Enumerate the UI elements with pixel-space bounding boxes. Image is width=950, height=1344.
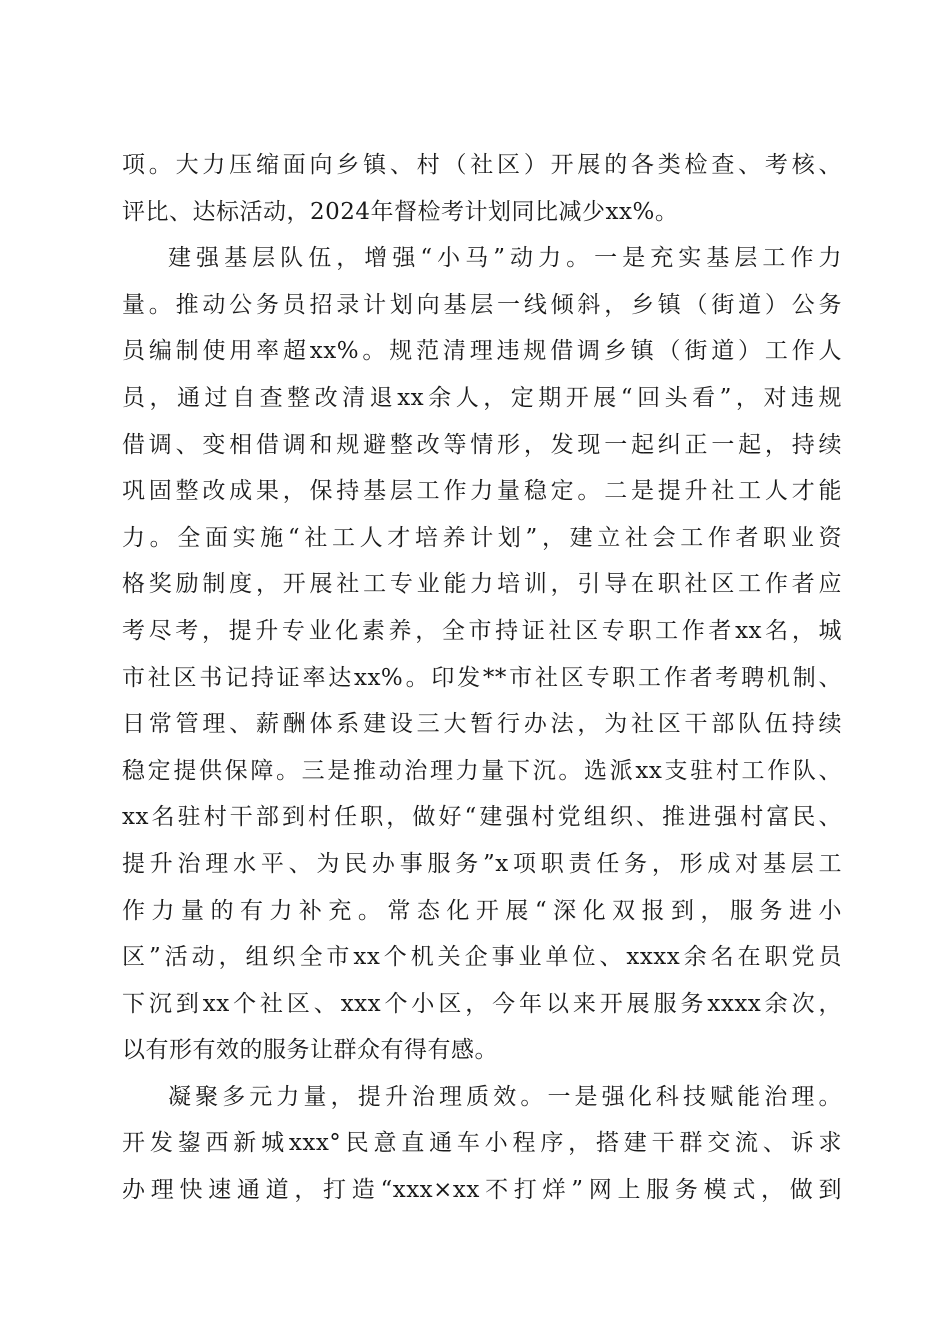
text-line: 员编制使用率超xx%。规范清理违规借调乡镇（街道）工作人 xyxy=(122,338,842,365)
text-line: 借调、变相借调和规避整改等情形，发现一起纠正一起，持续 xyxy=(122,431,842,458)
text-line: 评比、达标活动，2024年督检考计划同比减少xx%。 xyxy=(122,198,679,225)
text-line: 以有形有效的服务让群众有得有感。 xyxy=(122,1037,498,1064)
paragraph-first-line: 凝聚多元力量，提升治理质效。一是强化科技赋能治理。 xyxy=(168,1083,842,1110)
text-line: 办理快速通道，打造“xxx×xx不打烊”网上服务模式，做到 xyxy=(122,1177,842,1204)
text-line: 员，通过自查整改清退xx余人，定期开展“回头看”，对违规 xyxy=(122,384,842,411)
text-line: xx名驻村干部到村任职，做好“建强村党组织、推进强村富民、 xyxy=(122,804,842,831)
text-line: 格奖励制度，开展社工专业能力培训，引导在职社区工作者应 xyxy=(122,571,842,598)
paragraph-first-line: 建强基层队伍，增强“小马”动力。一是充实基层工作力 xyxy=(168,245,842,272)
text-line: 稳定提供保障。三是推动治理力量下沉。选派xx支驻村工作队、 xyxy=(122,757,842,784)
text-line: 提升治理水平、为民办事服务”x项职责任务，形成对基层工 xyxy=(122,850,842,877)
text-line: 下沉到xx个社区、xxx个小区，今年以来开展服务xxxx余次， xyxy=(122,990,842,1017)
text-line: 市社区书记持证率达xx%。印发**市社区专职工作者考聘机制、 xyxy=(122,664,842,691)
document-body xyxy=(122,142,842,1214)
text-line: 考尽考，提升专业化素养，全市持证社区专职工作者xx名，城 xyxy=(122,617,842,644)
text-line: 巩固整改成果，保持基层工作力量稳定。二是提升社工人才能 xyxy=(122,478,842,505)
text-line: 量。推动公务员招录计划向基层一线倾斜，乡镇（街道）公务 xyxy=(122,291,842,318)
text-line: 力。全面实施“社工人才培养计划”，建立社会工作者职业资 xyxy=(122,524,842,551)
text-line: 作力量的有力补充。常态化开展“深化双报到，服务进小 xyxy=(122,897,842,924)
text-line: 项。大力压缩面向乡镇、村（社区）开展的各类检查、考核、 xyxy=(122,152,842,178)
text-line: 区”活动，组织全市xx个机关企事业单位、xxxx余名在职党员 xyxy=(122,944,842,971)
text-line: 开发鋆西新城xxx°民意直通车小程序，搭建干群交流、诉求 xyxy=(122,1130,842,1157)
text-line: 日常管理、薪酬体系建设三大暂行办法，为社区干部队伍持续 xyxy=(122,711,842,738)
